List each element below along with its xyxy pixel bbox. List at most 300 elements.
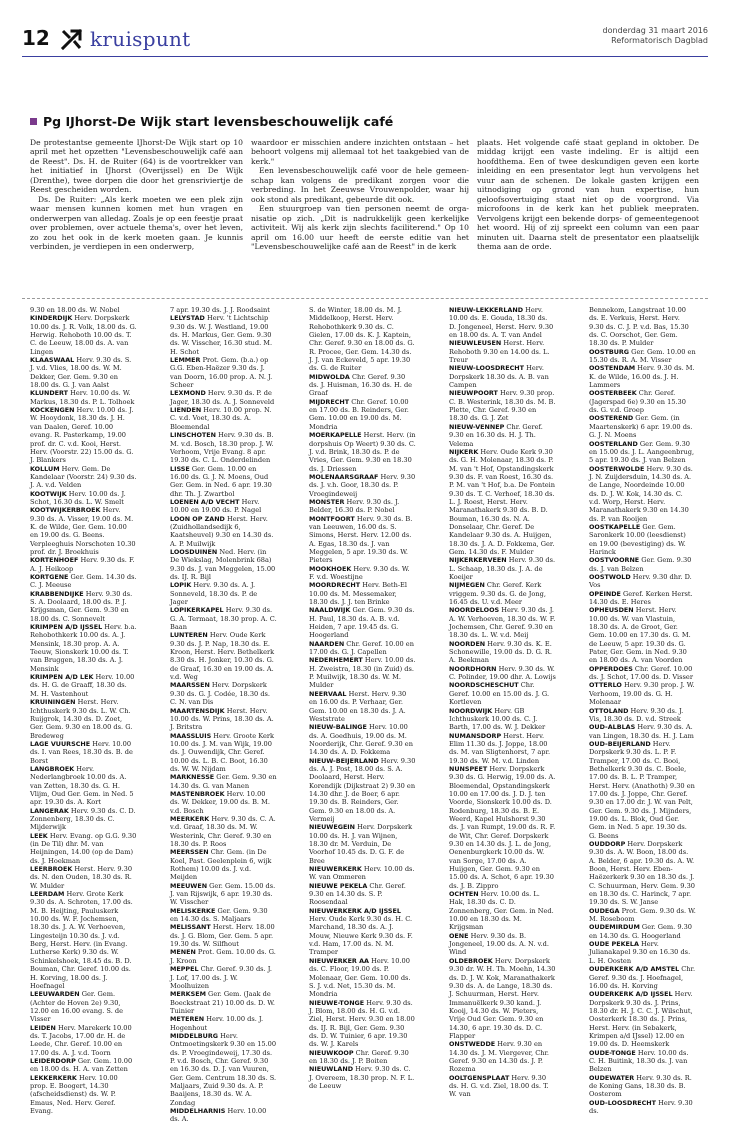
service-listing: [170, 465, 277, 498]
service-times: Herv. 10.00 ds. C. Floor, 19.00 ds. P. Molenaar, Ger. Gem. 10.00 ds. S. J. v.d. Net, 15.30 ds. M. Mondria: [309, 956, 411, 999]
place-name: OUDE PEKELA: [589, 940, 639, 949]
service-listing: [309, 640, 416, 657]
service-listing: [589, 590, 696, 607]
place-name: LEKKERKERK: [30, 1073, 77, 1082]
service-listing: [589, 556, 696, 573]
service-listing: [170, 707, 277, 732]
service-times: Herv. Gem. De Kandelaar (Voorstr. 24) 9.30 ds. J. A. v.d. Velden: [30, 464, 137, 490]
service-listing: [170, 907, 277, 924]
place-name: LEIDERDORP: [30, 1056, 76, 1065]
place-name: KLAASWAAL: [30, 356, 75, 365]
service-listing: [30, 832, 137, 865]
place-name: KOCKENGEN: [30, 406, 75, 415]
place-name: OPHEUSDEN: [589, 606, 634, 615]
service-times: Ger. Gem. 9.30 en 14.30 ds. G. Hoogerland: [589, 923, 693, 940]
service-times: Herv. Dorpskerk 9.30 dr. W. H. Th. Moehn, 14.30 ds. D. J. W. Kok, Maranathakerk 9.30 ds. A. de Lange, 18.30 ds. J. Schuurman, Herst. Herv. Immanuëlkerk 9.30 kand. J. Kooij, 14.30 ds. W. Pieters, Vrije Oud Ger. Gem. 9.30 en 14.30, 6 apr. 19.30 ds. D. C. Flapper: [449, 956, 556, 1040]
service-times: Herv. Evang. op G.G. 9.30 (in De Til) dhr. M. van Heijningen, 14.00 (op de Dam) ds. J. Hoekman: [30, 831, 137, 865]
place-name: NIJKERK: [449, 447, 479, 456]
place-name: LOENEN A/D VECHT: [170, 497, 240, 506]
service-listing: [309, 515, 416, 565]
service-times: Herv. 10.00 prop. N. C. v.d. Voet, 18.30 ds. A. Bloemendal: [170, 406, 272, 431]
service-listing: [589, 990, 696, 1048]
service-listing: [30, 990, 137, 1023]
place-name: MAARTENSDIJK: [170, 706, 225, 715]
service-times: Herv. 9.30 ds. B. Jongeneel, 19.00 ds. A. N. v.d. Wind: [449, 931, 549, 957]
service-times: Herst. Herv. 9.30 ds. N. den Ouden, 18.30 ds. R. W. Mulder: [30, 865, 133, 890]
place-name: MASTENBROEK: [170, 789, 225, 798]
service-times: Herv. 9.30 ds. L. Schaap, 18.30 ds. J. A. de Koeijer: [449, 556, 556, 581]
place-name: NEDERHEMERT: [309, 656, 363, 665]
service-listing: [449, 1074, 556, 1099]
place-name: NOORDEN: [449, 639, 486, 648]
service-times: Herv. 9.30 ds. J. Vis, 18.30 ds. D. v.d. Streek: [589, 706, 684, 723]
service-listing: [589, 465, 696, 523]
service-listing: [170, 815, 277, 848]
service-listing: [170, 732, 277, 774]
service-times: Herv. Dorpskerk 9.30 ds. A. W. Boon, 18.00 ds. A. Belder, 6 apr. 19.30 ds. A. W. Boon, Herst. Herv. Eben-Haëzerkerk 9.30 en 18.30 ds. J. C. Schuurman, Herv. Gem. 9.30 en 18.30 ds. C. Harinck, 7 apr. 19.30 ds. S. W. Janse: [589, 840, 695, 907]
service-listing: [449, 306, 556, 339]
service-times: Herv. 9.30 en 14.30 ds. J. M. Viergever, Chr. Geref. 9.30 en 14.30 ds. J. P. Rozema: [449, 1040, 550, 1074]
place-name: OTTOLAND: [589, 706, 629, 715]
place-name: KRIMPEN A/D LEK: [30, 673, 94, 682]
service-times: Herv. Dorpskerk 9.30 ds. G. J. Codée, 18.30 ds. C. N. van Dis: [170, 681, 271, 707]
service-times: Herv. 10.00 ds. L. Hak, 18.30 ds. C. D. Zonnenberg, Ger. Gem. in Ned. 10.00 en 18.30 ds. M. Krijgsman: [449, 890, 554, 932]
place-name: NIEUWERKERK A/D IJSSEL: [309, 906, 401, 915]
service-times: Herv. 9.30 prop. C. B. Westerink, 18.30 ds. M. B. Plette, Chr. Geref. 9.30 en 18.30 ds. G. J. Zet: [449, 389, 556, 423]
service-times: Ger. Gem. 9.30 en 14.30 ds. S. Maljaars: [170, 906, 268, 924]
service-times: Ger. Gem. Saronkerk 10.00 (leesdienst) en 19.00 (bevestiging) ds. W. Harinck: [589, 522, 686, 556]
service-times: Herv. 9.30 ds. W. C. Polinder, 19.00 dhr. A. Lowijs: [449, 664, 556, 682]
service-listing: [30, 590, 137, 623]
service-times: Herv. Julianakapel 9.30 en 16.30 ds. L. H. Oosten: [589, 940, 691, 965]
place-name: OLDEBROEK: [449, 956, 493, 965]
service-listing: [170, 515, 277, 548]
newspaper-name: Reformatorisch Dagblad: [611, 36, 708, 45]
place-name: NIEUWEGEIN: [309, 823, 356, 832]
place-name: OPPERDOES: [589, 664, 633, 673]
place-name: OOSTERWOLDE: [589, 464, 645, 473]
service-listing: [449, 707, 556, 732]
service-listing: [30, 306, 137, 314]
service-listing: [170, 498, 277, 515]
service-listing: [170, 1107, 277, 1124]
place-name: NIEUWERKER AA: [309, 956, 369, 965]
service-times: Herv. Dorpskerk 9.30 ds. J. Prins, 18.30 dr. H. J. C. C. J. Wilschut, Oosterkerk 18.30 ds. J. Prins, Herst. Herv. (in Sebakerk, Krimpen a/d IJssel) 12.00 en 19.00 ds. D. Heemskerk: [589, 990, 693, 1049]
service-times: Herv. 10.00 ds. A. Goedhuis, 19.00 ds. M. Noorderijk, Chr. Geref. 9.30 en 14.30 ds. A. D. Fokkema: [309, 723, 413, 757]
listings-column-2: [170, 306, 277, 1124]
service-times: Herv. 9.30 ds. A. van Lingen, 18.30 ds. H. J. Lam: [589, 723, 694, 740]
place-name: OUDERKERK A/D AMSTEL: [589, 965, 680, 974]
service-times: Herv. 9.30 ds. B. M. v.d. Bosch, 18.30 prop. J. W. Verhoom, Vrije Evang. 8 apr. 19.30 ds. C. L. Onderdelinden: [170, 431, 274, 465]
service-times: Herv. 9.30 ds. F. A. J. Heikoop: [30, 556, 135, 573]
service-times: Herv. 10.00 ds. J. Schot, 16.30 ds. L. W. Smelt: [30, 489, 126, 506]
place-name: OOSTERLAND: [589, 439, 638, 448]
place-name: LIENDEN: [170, 406, 202, 415]
place-name: OOSTKAPELLE: [589, 522, 641, 531]
article-paragraph: De protestantse gemeente IJhorst-De Wijk start op 10 april met het opzetten "Levensbeschouwelijk café aan de Reest". Ds. H. de Ruiter (64) is de voortrekker van het initiatief in IJhorst (Overijssel) en De Wijk (Drenthe), twee dorpen die door het grensriviertje de Reest gescheiden worden.: [30, 138, 243, 195]
place-name: LEIDEN: [30, 1023, 56, 1032]
place-name: NIEUW-BEIJERLAND: [309, 756, 379, 765]
place-name: MONTFOORT: [309, 514, 355, 523]
service-times: Herv. 10.00 ds. H. Zweistra, 18.30 (in Zuid) ds. P. Muilwijk, 18.30 ds. W. M. Mulder: [309, 656, 416, 690]
service-listing: [309, 690, 416, 723]
service-listing: [309, 373, 416, 398]
service-times: Herv. 9.30 ds. J. N. Zuijdersduin, 14.30 ds. A. de Lange, Noordeinde 10.00 ds. D. J. W. Kok, 14.30 ds. C. v.d. Worp, Herst. Herv. Maranathakerk 9.30 en 14.30 ds. P. van Rooijen: [589, 464, 693, 523]
place-name: NIJMEGEN: [449, 581, 485, 590]
service-listing: [309, 823, 416, 865]
service-times: Herv. 9.30 ds. A. J. Post, 18.00 ds. S. A. Doolaard, Herst. Herv. Korendijk (Dijkstraat 2) 9.30 en 14.30 dhr. J. de Boer, 6 apr. 19.30 ds. B. Reinders, Ger. Gem. 9.30 en 18.00 ds. A. Vermeij: [309, 756, 416, 823]
service-listing: [449, 339, 556, 364]
place-name: KRIMPEN A/D IJSSEL: [30, 623, 103, 632]
service-listing: [589, 665, 696, 682]
service-listing: [170, 356, 277, 389]
article-column-1: [30, 138, 243, 264]
place-name: OENE: [449, 931, 469, 940]
service-times: Ger. Gem. 9.30 en 15.00 ds. J. L. Aangeenbrug, 5 apr. 19.30 ds. J. van Belzen: [589, 439, 695, 465]
place-name: LELYSTAD: [170, 314, 205, 323]
service-listing: [449, 581, 556, 606]
place-name: NIEUWE PEKELA: [309, 881, 368, 890]
service-listing: [30, 1057, 137, 1074]
service-times: Herv. 9.30 ds. B. van Leeuwen, 16.00 ds. S. Simons, Herst. Herv. 12.00 ds. A. Egas, 18.30 ds. J. van Meggelen, 5 apr. 19.30 ds. W. Pieters: [309, 514, 413, 565]
service-listing: [170, 389, 277, 406]
service-times: Herst. Herv. (in dorpshuis Op Weert) 9.30 ds. C. J. v.d. Brink, 18.30 ds. P. de Vries, Ger. Gem. 9.30 en 18.30 ds. J. Driessen: [309, 431, 416, 473]
place-name: NOORDWIJK: [449, 706, 493, 715]
service-listing: [309, 1065, 416, 1090]
service-times: Ger. Gem. 10.00 en 16.00 ds. G. J. N. Moens, Oud Ger. Gem. in Ned. 6 apr. 19.30 dhr. Th. J. Zwartbol: [170, 464, 272, 498]
service-listing: [589, 1074, 696, 1099]
service-listing: [309, 1049, 416, 1066]
place-name: KRUININGEN: [30, 698, 76, 707]
service-listing: [170, 631, 277, 681]
service-listing: [589, 606, 696, 664]
place-name: NIEUWE-TONGE: [309, 998, 365, 1007]
service-listing: [170, 1015, 277, 1032]
place-name: LEMMER: [170, 356, 201, 365]
service-listing: [589, 923, 696, 940]
service-times: Herst. Herv. 9.30 en 16.00 ds. P. Verhaar, Ger. Gem. 10.00 en 18.30 ds. J. A. Weststrate: [309, 689, 407, 723]
service-times: Ger. Gem. (Achter de Hoven 2e) 9.30, 12.00 en 16.00 evang. S. de Visser: [30, 990, 124, 1024]
service-times: Herst. Herv. (Zuidhollandsedijk 6, Kaatsheuvel) 9.30 en 14.30 ds. A. P. Muilwijk: [170, 514, 274, 548]
place-name: LUNTEREN: [170, 631, 208, 640]
service-times: Herv. 10.00 prop. E. Boogert, 14.30 (afscheidsdienst) ds. W. P. Emaus, Ned. Herv. Geref. Evang.: [30, 1073, 118, 1115]
service-times: Ger. Gem. 15.00 ds. J. van Rijswijk, 6 apr. 19.30 ds. W. Visscher: [170, 881, 276, 907]
place-name: MELISSANT: [170, 923, 211, 932]
service-times: Herv. 9.30 ds. G. A. Termaat, 18.30 prop. A. C. Baan: [170, 606, 277, 632]
place-name: OOSTWOLD: [589, 573, 631, 581]
service-listing: [170, 923, 277, 948]
service-listing: [30, 406, 137, 464]
service-listing: [449, 606, 556, 639]
service-listing: [449, 364, 556, 389]
service-listing: [449, 556, 556, 581]
service-times: Herv. 9.30 ds. C. A. v.d. Graaf, 18.30 ds. M. W. Westerink, Chr. Geref. 9.30 en 18.30 ds. P. Roos: [170, 814, 276, 848]
service-times: Herst. Herv. Rehoboth 9.30 en 14.00 ds. L. Treur: [449, 339, 550, 365]
place-name: KINDERDIJK: [30, 314, 73, 323]
service-times: Herv. 9.30 ds. K. E. Schonewille, 19.00 ds. D. G. R. A. Beekman: [449, 639, 552, 665]
service-times: Herv. 10.00 ds. A.: [170, 1107, 267, 1124]
page-number: 12: [22, 26, 50, 50]
service-times: 7 apr. 19.30 ds. J. J. Roodsaint: [170, 306, 270, 314]
service-times: Chr. Geref. 9.30 en 16.30 ds. H. J. Th. Velema: [449, 422, 543, 448]
service-listing: [30, 673, 137, 698]
service-times: Chr. Geref. 10.00 en 17.00 ds. B. Reinders, Ger. Gem. 10.00 en 19.00 ds. M. Mondria: [309, 397, 409, 431]
service-times: Herv. 10.00 ds. H. G. de Graaff, 18.30 ds. M. H. Vastenhout: [30, 673, 135, 698]
page-header: [22, 26, 708, 52]
service-listing: [170, 581, 277, 606]
service-listing: [309, 606, 416, 639]
service-listing: [449, 389, 556, 422]
place-name: NOORDELOOS: [449, 606, 500, 615]
place-name: MEERKERK: [170, 814, 210, 823]
service-times: Chr. Geref. 9.30 en 14.30 ds. S. P. Roosendaal: [309, 881, 406, 907]
service-times: Ger. Gem. 10.00 en 18.00 ds. H. A. van Zetten: [30, 1056, 133, 1074]
place-name: LOPIKERKAPEL: [170, 606, 224, 615]
service-listing: [309, 473, 416, 498]
place-name: MELISKERKE: [170, 906, 216, 915]
service-times: Herv. 9.30 ds. H. G. v.d. Ziel, 18.00 ds. T. W. van: [449, 1073, 549, 1099]
service-listing: [449, 423, 556, 448]
service-listing: [170, 965, 277, 990]
place-name: NIEUWPOORT: [449, 389, 498, 398]
service-listing: [449, 448, 556, 556]
service-listing: [449, 957, 556, 1040]
service-listing: [170, 306, 277, 314]
service-listing: [30, 314, 137, 356]
service-times: Herv. Marekerk 10.00 ds. T. Jacobs, 17.00 dr. H. de Leede, Chr. Geref. 10.00 en 17.00 ds. A. J. v.d. Toorn: [30, 1023, 132, 1057]
place-name: LOON OP ZAND: [170, 514, 225, 523]
service-times: Herv. 9.30 ds. J. Belder, 16.30 ds. P. Nobel: [309, 497, 400, 515]
service-times: Herv. b.a. Rehobothkerk 10.00 ds. A. J. Mensink, 18.30 prop. A. A. Teeuw, Sionskerk 10.00 ds. T. van Bruggen, 18.30 ds. A. J. Mensink: [30, 623, 137, 673]
service-times: Herv. 9.30 ds. S. A. Doolaard, 18.00 ds. P. J. Krijgsman, Ger. Gem. 9.30 en 18.00 ds. C. Sonnevelt: [30, 589, 133, 623]
service-times: Herv. 9.30 ds. R. de Koning Gans, 18.30 ds. B. Oosterom: [589, 1073, 692, 1099]
service-times: Herv. Ontmoetingskerk 9.30 en 15.00 ds. P. Vroegindeweij, 17.30 ds. P. v.d. Bosch, Chr. Geref. 9.30 en 16.30 ds. D. J. van Vuuren, Ger. Gem. Centrum 18.30 ds. S. Maljaars, Zuid 9.30 ds. A. P. Baaijens, 18.30 ds. W. A. Zondag: [170, 1031, 277, 1107]
service-times: Ger. Gem. 9.30 en 14.30 ds. G. van Manen: [170, 773, 277, 790]
service-times: Herv. 9.30 ds. M. K. de Wilde, 16.00 ds. J. H. Lammers: [589, 364, 695, 390]
headline-marker-icon: [30, 118, 37, 125]
place-name: KOOTWIJKERBROEK: [30, 506, 101, 515]
service-listing: [170, 681, 277, 706]
service-times: Herv. 10.00 ds. W. Markus, 18.30 ds. P. L. Tolhoek: [30, 389, 135, 406]
service-listing: [170, 606, 277, 631]
service-times: Herv. Dorpskerk 9.30 ds. G. Herwig, 19.00 ds. A. Bloemendal, Opstandingskerk 10.00 en 17.00 ds. J. D. J. ten Voorde, Sionskerk 10.00 ds. D. Rodenburg, 18.30 ds. B. E. Weerd, Kapel Hulshorst 9.30 ds. J. van Rumpt, 19.00 ds. R. F. de Wit, Chr. Geref. Dorpskerk 9.30 en 14.30 ds. J. L. de Jong, Oenenburgkerk 10.00 ds. W. van Sorge, 17.00 ds. A. Huijgen, Ger. Gem. 9.30 en 15.00 ds. A. Schot, 6 apr. 19.30 ds. J. B. Zippro: [449, 764, 556, 890]
service-times: Herv. 9.30 ds. P. de Jager, 18.30 ds. A. J. Sonneveld: [170, 389, 275, 406]
service-listing: [589, 389, 696, 414]
service-listing: [170, 314, 277, 356]
service-times: Herv. 10.00 ds. J. Hogenhout: [170, 1015, 264, 1032]
service-times: Herv. 9.30 ds. A. J. Sonneveld, 18.30 ds. P. de Jager: [170, 581, 258, 607]
service-listing: [309, 498, 416, 515]
place-name: ONSTWEDDE: [449, 1040, 496, 1049]
service-listing: [589, 723, 696, 740]
place-name: LOOSDUINEN: [170, 547, 218, 556]
service-listing: [589, 965, 696, 990]
service-listing: [309, 882, 416, 907]
place-name: OOSTBURG: [589, 347, 630, 356]
service-listing: [589, 740, 696, 840]
place-name: OUD-ALBLAS: [589, 723, 636, 732]
place-name: NIEUW-LEKKERLAND: [449, 306, 523, 314]
service-times: Herv. Oude Kerk 9.30 ds. G. H. Molenaar, 18.30 ds. P. M. van 't Hof, Opstandingskerk 9.30 ds. F. van Roest, 16.30 ds. P. M. van 't Hof, b.a. De Fontein 9.30 ds. T. C. Verhoef, 18.30 ds. L. J. Roest, Herst. Herv. Maranathakerk 9.30 ds. B. D. Bouman, 16.30 ds. N. A. Donselaar, Chr. Geref. De Kandelaar 9.30 ds. A. Huijgen, 18.30 ds. J. A. D. Fokkema, Ger. Gem. 14.30 ds. F. Mulder: [449, 447, 555, 556]
service-times: Herv. Beth-El 10.00 ds. M. Messemaker, 18.30 ds. J. J. ten Brinke: [309, 581, 407, 607]
article-column-3: [477, 138, 699, 264]
place-name: OOSTVOORNE: [589, 556, 640, 565]
service-times: Herv. 9.30 dhr. D. Vos: [589, 573, 692, 590]
place-name: OCHTEN: [449, 890, 479, 899]
service-times: Ger. Gem. (in Maartenskerk) 6 apr. 19.00 ds. G. J. N. Moens: [589, 414, 693, 440]
service-listing: [309, 581, 416, 606]
service-times: Ger. Gem. 10.00 en 15.30 ds. R. A. M. Visser: [589, 347, 696, 365]
listings-column-3: [309, 306, 416, 1090]
service-listing: [30, 740, 137, 765]
service-times: Herv. 9.30 ds. J. v.h. Goor, 18.30 ds. P. Vroegindeweij: [309, 472, 416, 498]
place-name: OOSTENDAM: [589, 364, 636, 373]
place-name: NAARDEN: [309, 639, 345, 648]
service-times: Herv. 9.30 prop. J. W. Verhoom, 19.00 ds. G. H. Molenaar: [589, 681, 695, 707]
place-name: OUDE-TONGE: [589, 1048, 636, 1057]
service-listing: [589, 681, 696, 706]
service-listing: [449, 681, 556, 706]
service-times: Prot. Gem. 10.00 ds. G. J. Kroon: [170, 948, 276, 965]
place-name: NIEUW-VENNEP: [449, 422, 505, 431]
service-listing: [449, 932, 556, 957]
place-name: OUD-LOOSDRECHT: [589, 1098, 656, 1107]
service-times: Chr. Gem. (in De Koel, Past. Geelenplein 6, wijk Rothem) 10.00 ds. J. v.d. Meijden: [170, 848, 272, 882]
place-name: OUDEMIRDUM: [589, 923, 640, 932]
place-name: MOLENAARSGRAAF: [309, 472, 379, 481]
service-times: Herv. Dorpskerk 10.00 ds. J. R. Volk, 18.00 ds. G. Herwig. Rehoboth 10.00 ds. T. C. de Leeuw, 18.00 ds. A. van Lingen: [30, 314, 137, 356]
place-name: OUD-BEIJERLAND: [589, 739, 651, 748]
place-name: LANGERAK: [30, 806, 69, 815]
service-times: Herv. Nederlangbroek 10.00 ds. A. van Zetten, 18.30 ds. G. H. Vlijm, Oud Ger. Gem. in Ned. 5 apr. 19.30 ds. A. Kort: [30, 764, 134, 807]
place-name: MEEUWEN: [170, 881, 208, 890]
service-listing: [30, 506, 137, 556]
place-name: OOSTEREND: [589, 414, 634, 423]
service-times: Herv. GB Ichthuskerk 10.00 ds. C. J. Barth, 17.00 ds. W. J. Dekker: [449, 706, 546, 732]
service-listing: [309, 865, 416, 882]
service-times: Herv. 10.00 ds. W. Dekker, 19.00 ds. B. M. v.d. Bosch: [170, 789, 270, 815]
service-listing: [309, 565, 416, 582]
service-listing: [30, 807, 137, 832]
service-listing: [30, 356, 137, 389]
service-listing: [30, 573, 137, 590]
place-name: NEERVAAL: [309, 689, 347, 698]
service-times: 9.30 en 18.00 ds. W. Nobel: [30, 306, 120, 314]
service-listing: [170, 773, 277, 790]
service-times: Herv. Grote Kerk 9.30 ds. A. Schroten, 17.00 ds. M. B. Heijting, Pauluskerk 10.00 ds. W. F. Jochemsen, 18.30 ds. J. A. W. Verhoeven, Lingesteijn 10.30 ds. J. v.d. Berg, Herst. Herv. (in Evang. Lutherse Kerk) 9.30 ds. W. Schinkelshoek, 18.45 ds. B. D. Bouman, Chr. Geref. 10.00 ds. H. Korving, 18.00 ds. J. Hoefnagel: [30, 890, 133, 990]
place-name: LANGBROEK: [30, 764, 75, 773]
service-listing: [589, 440, 696, 465]
service-times: Herv. 10.00 ds. W. van Ommeren: [309, 865, 415, 882]
place-name: NIEUW-LOOSDRECHT: [449, 364, 524, 373]
place-name: KOOTWIJK: [30, 489, 67, 498]
listings-column-1: [30, 306, 137, 1115]
place-name: OOLTGENSPLAAT: [449, 1073, 510, 1082]
place-name: KLUNDERT: [30, 389, 68, 398]
place-name: OPEINDE: [589, 589, 621, 598]
place-name: OUDEWATER: [589, 1073, 635, 1082]
place-name: LEERBROEK: [30, 865, 73, 874]
place-name: MEPPEL: [170, 965, 199, 974]
service-times: Herv. 9.30 ds. S. J. v.d. Vlies, 18.00 ds. W. M. Dekker, Ger. Gem. 9.30 en 18.00 ds. G. J. van Aalst: [30, 356, 132, 390]
place-name: NIEUWKOOP: [309, 1048, 354, 1057]
service-listing: [170, 1032, 277, 1107]
place-name: MAASSLUIS: [170, 731, 212, 740]
service-listing: [589, 1099, 696, 1116]
service-listing: [170, 548, 277, 581]
section-title: kruispunt: [90, 27, 191, 51]
service-times: Herv. Oude Kerk 9.30 ds. J. P. Nap, 18.30 ds. E. Kroon, Herst. Herv. Bethelkerk 8.30 ds. H. Jonker, 10.30 ds. G. de Graaf, 16.30 en 19.00 ds. A. v.d. Weg: [170, 631, 275, 682]
place-name: MERKSEM: [170, 990, 206, 999]
place-name: NIEUWLEUSEN: [449, 339, 502, 348]
service-listing: [170, 406, 277, 431]
service-listing: [449, 1040, 556, 1073]
section-divider: [22, 298, 708, 299]
service-listing: [309, 431, 416, 473]
service-listing: [309, 957, 416, 999]
service-times: Herst. Herv. 18.00 ds. J. G. Blom, Ger. Gem. 5 apr. 19.30 ds. W. Silfhout: [170, 923, 275, 949]
article-paragraph: waardoor er misschien andere inzichten ontstaan – het behoort volgens mij allemaal tot het taakgebied van de kerk.": [251, 138, 469, 166]
place-name: MAARSSEN: [170, 681, 210, 690]
place-name: MIDDELBURG: [170, 1031, 219, 1040]
service-times: Prot. Gem. (b.a.) op G.G. Eben-Haëzer 9.30 ds. J. van Doorn, 16.00 prop. A. N. J. Scheer: [170, 356, 273, 390]
place-name: MENEN: [170, 948, 196, 957]
service-listing: [589, 348, 696, 365]
service-listing: [589, 414, 696, 439]
service-listing: [309, 757, 416, 824]
service-times: Geref. Kerken Herst. 14.30 ds. E. Heres: [589, 589, 693, 607]
place-name: MOERKAPELLE: [309, 431, 362, 440]
service-times: Herv. Dorpskerk 9.30 ds. L. P. F. Tramper, 17.00 ds. C. Booi, Bethelkerk 9.30 ds. C. Boele, 17.00 ds. B. L. P. Tramper, Herst. Herv. (Anathoth) 9.30 en 17.00 ds. J. Joppe, Chr. Geref. 9.30 en 17.00 dr. J. W. van Pelt, Ger. Gem. 9.30 ds. J. Mijnders, 19.00 ds. L. Blok, Oud Ger. Gem. in Ned. 5 apr. 19.30 ds. G. Beens: [589, 739, 695, 840]
place-name: MIDDELHARNIS: [170, 1107, 226, 1115]
place-name: METEREN: [170, 1015, 205, 1024]
place-name: LISSE: [170, 464, 190, 473]
place-name: LEEUWARDEN: [30, 990, 80, 999]
place-name: NIEUWLAND: [309, 1065, 354, 1074]
article-headline: [30, 114, 393, 129]
issue-date: donderdag 31 maart 2016: [602, 26, 708, 35]
service-listing: [309, 306, 416, 373]
service-times: Herv. Groote Kerk 10.00 ds. J. M. van Wijk, 19.00 ds. J. Ouwendijk, Chr. Geref. 10.00 ds. L. B. C. Boot, 16.30 ds. W. W. Nijdam: [170, 731, 275, 773]
service-listing: [30, 389, 137, 406]
service-listing: [170, 848, 277, 881]
service-listing: [30, 465, 137, 490]
service-times: Ger. Gem. 9.30 ds. J. van Belzen: [589, 556, 692, 573]
place-name: NAALDWIJK: [309, 606, 351, 615]
place-name: NIEUW-BALINGE: [309, 723, 367, 732]
service-listing: [30, 1024, 137, 1057]
service-times: Herv. 10.00 ds. E. Gouda, 18.30 ds. D. Jongeneel, Herst. Herv. 9.30 en 18.00 ds. A. T. van Andel: [449, 306, 554, 340]
issue-info: [603, 26, 708, 46]
service-listing: [309, 398, 416, 431]
service-listing: [449, 732, 556, 765]
article-paragraph: plaats. Het volgende café staat gepland in oktober. De middag krijgt een vaste indeling. Er is altijd een hoofdthema. Een of twee deskundigen geven een korte inleiding en een presentator legt hun vervolgens het vuur aan de schenen. De lokale gasten krijgen een uitnodiging op grond van hun expertise, hun geloofsovertuiging staat niet op de voorgrond. Via microfoons in de kerk kan het publiek meepraten. Vervolgens krijgt een bekende dorps- of gemeentegenoot het woord. Hij of zij spreekt een column van een paar minuten uit. Daarna stelt de presentator een plaatselijk thema aan de orde.: [477, 138, 699, 251]
listings-column-4: [449, 306, 556, 1099]
service-listing: [30, 490, 137, 507]
service-listing: [309, 907, 416, 957]
service-times: Herst. Herv. 10.00 ds. W. van Vlastuin, 18.30 ds. A. de Groot, Ger. Gem. 10.00 en 17.30 ds. G. M. de Leeuw, 5 apr. 19.30 ds. G. Pater, Ger. Gem. in Ned. 9.30 en 18.00 ds. A. van Voorden: [589, 606, 691, 665]
article-column-2: [251, 138, 469, 264]
service-times: Ger. Gem. 14.30 ds. C. J. Meeuse: [30, 573, 137, 590]
place-name: NOORDHORN: [449, 664, 497, 673]
service-times: Chr. Geref. 9.30 ds. J. Huisman, 16.30 ds. H. de Graaf: [309, 372, 413, 398]
service-listing: [30, 556, 137, 573]
place-name: OOSTERBEEK: [589, 389, 637, 398]
service-times: Herv. 't Lichtschip 9.30 ds. W. J. Westland, 19.00 ds. H. Markus, Ger. Gem. 9.30 ds. W. Visscher, 16.30 stud. M. H. Schot: [170, 314, 273, 356]
service-times: Herst. Herv. Elim 11.30 ds. J. Joppe, 18.00 ds. M. van Sligtenhorst, 7 apr. 19.30 ds. W. M. v.d. Linden: [449, 731, 551, 765]
service-listing: [309, 656, 416, 689]
service-listing: [170, 990, 277, 1015]
